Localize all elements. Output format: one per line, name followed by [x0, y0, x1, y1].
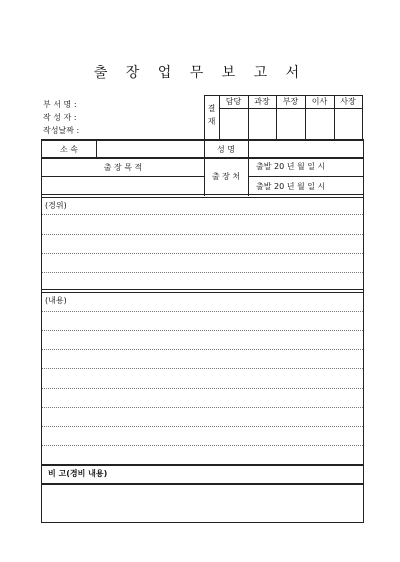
approval-role-president: 사장 — [340, 97, 356, 106]
purpose-label: 출 장 목 적 — [103, 163, 143, 172]
approval-side-label: 결 — [207, 104, 216, 113]
page-title: 출 장 업 무 보 고 서 — [93, 65, 307, 81]
approval-role-department-head: 부장 — [282, 97, 299, 106]
date-label: 작성날짜 : — [43, 126, 80, 135]
affiliation-label: 소 속 — [60, 145, 78, 154]
name-label: 성 명 — [217, 145, 235, 154]
section-progress-label: (경위) — [45, 201, 67, 210]
approval-role-staff: 담당 — [225, 97, 242, 106]
approval-role-director: 이사 — [311, 97, 328, 106]
departure-line: 출발 20 년 월 일 시 — [256, 182, 326, 191]
departure-line: 출발 20 년 월 일 시 — [256, 162, 326, 171]
remarks-label: 비 고(경비 내용) — [48, 469, 108, 478]
author-label: 작 성 자 : — [43, 113, 77, 122]
approval-role-manager: 과장 — [254, 97, 270, 106]
approval-side-label: 재 — [207, 117, 216, 126]
department-label: 부 서 명 : — [43, 100, 77, 109]
section-content-label: (내용) — [45, 296, 67, 305]
destination-label: 출 장 처 — [211, 172, 241, 181]
